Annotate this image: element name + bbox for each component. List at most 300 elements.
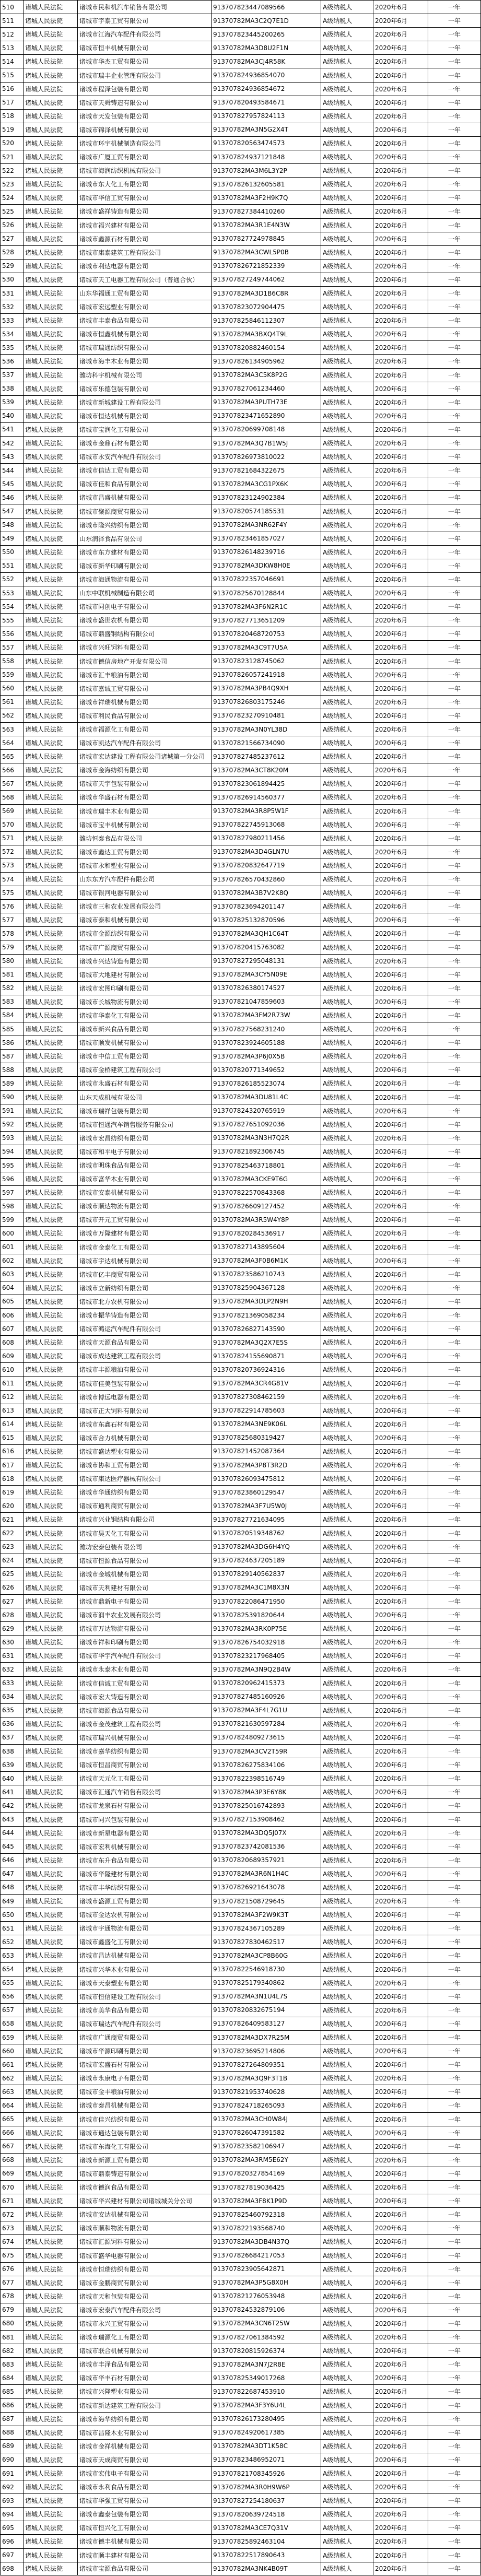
unit-cell: 诸城人民法院 <box>24 450 78 463</box>
company-name: 诸城市龙泉石材有限公司 <box>78 1799 212 1812</box>
row-number: 607 <box>0 1322 24 1335</box>
unit-cell: 诸城人民法院 <box>24 2535 78 2548</box>
unit-cell: 诸城人民法院 <box>24 1241 78 1254</box>
table-row <box>0 1022 481 1036</box>
company-name: 诸城市兴达铸造有限公司 <box>78 955 212 968</box>
unit-cell: 诸城人民法院 <box>24 2113 78 2126</box>
table-row <box>0 1867 481 1880</box>
company-name: 诸城市开元工贸有限公司 <box>78 1213 212 1226</box>
unit-cell: 诸城人民法院 <box>24 1309 78 1322</box>
row-number: 647 <box>0 1867 24 1880</box>
table-row <box>0 845 481 858</box>
period-cell: 一年 <box>428 1731 481 1744</box>
period-cell: 一年 <box>428 1391 481 1404</box>
unit-cell: 诸城人民法院 <box>24 1895 78 1908</box>
company-name: 诸城市昌达机械有限公司 <box>78 1949 212 1962</box>
table-row <box>0 2126 481 2139</box>
row-number: 575 <box>0 886 24 899</box>
category-cell: A级纳税人 <box>321 437 373 450</box>
period-cell: 一年 <box>428 1704 481 1717</box>
unit-cell: 诸城人民法院 <box>24 423 78 436</box>
row-number: 663 <box>0 2085 24 2098</box>
unit-cell: 诸城人民法院 <box>24 586 78 599</box>
date-cell: 2020年6月 <box>373 832 428 845</box>
unit-cell: 诸城人民法院 <box>24 327 78 340</box>
table-row <box>0 2098 481 2112</box>
company-name: 诸城市永泰木业有限公司 <box>78 1663 212 1676</box>
row-number: 619 <box>0 1486 24 1499</box>
period-cell: 一年 <box>428 955 481 968</box>
company-name: 诸城市宏达建设工程有限公司诸城第一分公司 <box>78 750 212 763</box>
period-cell: 一年 <box>428 1349 481 1362</box>
row-number: 570 <box>0 818 24 831</box>
credit-code: 91370782MA3PB4Q9XH <box>212 682 321 695</box>
company-name: 诸城市海润纺织机械有限公司 <box>78 164 212 177</box>
table-row <box>0 804 481 818</box>
company-name: 诸城市金鼎石材有限公司 <box>78 437 212 450</box>
credit-code: 913707826134905962 <box>212 355 321 368</box>
unit-cell: 诸城人民法院 <box>24 873 78 886</box>
unit-cell: 诸城人民法院 <box>24 137 78 150</box>
category-cell: A级纳税人 <box>321 150 373 163</box>
table-row <box>0 695 481 709</box>
date-cell: 2020年6月 <box>373 1827 428 1840</box>
company-name: 诸城市立新纺织有限公司 <box>78 1281 212 1295</box>
unit-cell: 诸城人民法院 <box>24 1254 78 1267</box>
period-cell: 一年 <box>428 2331 481 2344</box>
credit-code: 91370782MA3CE7Q31V <box>212 2521 321 2534</box>
row-number: 548 <box>0 519 24 532</box>
row-number: 685 <box>0 2385 24 2398</box>
period-cell: 一年 <box>428 2194 481 2207</box>
company-name: 诸城市华通纺织有限公司 <box>78 1486 212 1499</box>
date-cell: 2020年6月 <box>373 668 428 681</box>
table-row <box>0 1512 481 1526</box>
table-row <box>0 1540 481 1554</box>
category-cell: A级纳税人 <box>321 736 373 749</box>
date-cell: 2020年6月 <box>373 491 428 504</box>
table-row <box>0 926 481 940</box>
row-number: 661 <box>0 2058 24 2071</box>
category-cell: A级纳税人 <box>321 1827 373 1840</box>
company-name: 诸城市永利食品有限公司 <box>78 2480 212 2493</box>
date-cell: 2020年6月 <box>373 2494 428 2507</box>
category-cell: A级纳税人 <box>321 1118 373 1131</box>
company-name: 诸城市新兴食品有限公司 <box>78 1022 212 1036</box>
row-number: 625 <box>0 1568 24 1581</box>
row-number: 601 <box>0 1241 24 1254</box>
credit-code: 91370782MA3R8P5W1F <box>212 805 321 818</box>
unit-cell: 诸城人民法院 <box>24 2140 78 2153</box>
date-cell: 2020年6月 <box>373 1867 428 1880</box>
unit-cell: 诸城人民法院 <box>24 600 78 613</box>
company-name: 诸城市通达包装有限公司 <box>78 2126 212 2139</box>
date-cell: 2020年6月 <box>373 1009 428 1022</box>
row-number: 557 <box>0 641 24 654</box>
row-number: 574 <box>0 873 24 886</box>
date-cell: 2020年6月 <box>373 1745 428 1758</box>
row-number: 539 <box>0 396 24 409</box>
company-name: 诸城市安达机械有限公司 <box>78 2208 212 2221</box>
period-cell: 一年 <box>428 1663 481 1676</box>
credit-code: 913707823217968405 <box>212 1649 321 1662</box>
unit-cell: 诸城人民法院 <box>24 96 78 109</box>
period-cell: 一年 <box>428 1636 481 1649</box>
unit-cell: 诸城人民法院 <box>24 2072 78 2085</box>
date-cell: 2020年6月 <box>373 2099 428 2112</box>
category-cell: A级纳税人 <box>321 2004 373 2017</box>
unit-cell: 诸城人民法院 <box>24 369 78 382</box>
period-cell: 一年 <box>428 2303 481 2316</box>
credit-code: 913707825670128844 <box>212 586 321 599</box>
row-number: 645 <box>0 1840 24 1853</box>
credit-code: 913707822517890643 <box>212 2549 321 2562</box>
unit-cell: 诸城人民法院 <box>24 2508 78 2521</box>
company-name: 诸城市信达工贸有限公司 <box>78 464 212 477</box>
unit-cell: 诸城人民法院 <box>24 1036 78 1049</box>
unit-cell: 诸城人民法院 <box>24 940 78 954</box>
period-cell: 一年 <box>428 287 481 300</box>
period-cell: 一年 <box>428 2140 481 2153</box>
company-name: 诸城市汇通汽车销售有限公司 <box>78 1785 212 1798</box>
category-cell: A级纳税人 <box>321 968 373 981</box>
table-row <box>0 668 481 681</box>
date-cell: 2020年6月 <box>373 382 428 395</box>
period-cell: 一年 <box>428 1718 481 1731</box>
table-row <box>0 913 481 926</box>
row-number: 635 <box>0 1704 24 1717</box>
credit-code: 91370782MA3N3H7Q2R <box>212 1132 321 1145</box>
period-cell: 一年 <box>428 1813 481 1826</box>
table-row <box>0 1676 481 1690</box>
row-number: 590 <box>0 1091 24 1104</box>
unit-cell: 诸城人民法院 <box>24 477 78 490</box>
table-row <box>0 1581 481 1594</box>
period-cell: 一年 <box>428 600 481 613</box>
table-row <box>0 1063 481 1076</box>
credit-code: 91370782MA3P6J0X5B <box>212 1050 321 1063</box>
category-cell: A级纳税人 <box>321 2140 373 2153</box>
category-cell: A级纳税人 <box>321 1595 373 1608</box>
credit-code: 913707827061384592 <box>212 2331 321 2344</box>
category-cell: A级纳税人 <box>321 287 373 300</box>
table-row <box>0 1621 481 1635</box>
credit-code: 913707820519348762 <box>212 1527 321 1540</box>
category-cell: A级纳税人 <box>321 1677 373 1690</box>
date-cell: 2020年6月 <box>373 1281 428 1295</box>
date-cell: 2020年6月 <box>373 2181 428 2194</box>
table-row <box>0 1785 481 1798</box>
company-name: 诸城市北方农机有限公司 <box>78 1295 212 1308</box>
credit-code: 913707827651092036 <box>212 1118 321 1131</box>
unit-cell: 诸城人民法院 <box>24 1827 78 1840</box>
company-name: 诸城市新源工贸有限公司 <box>78 2154 212 2167</box>
date-cell: 2020年6月 <box>373 55 428 68</box>
period-cell: 一年 <box>428 736 481 749</box>
unit-cell: 诸城人民法院 <box>24 1377 78 1390</box>
row-number: 532 <box>0 300 24 313</box>
unit-cell: 诸城人民法院 <box>24 2344 78 2357</box>
table-row <box>0 1036 481 1049</box>
period-cell: 一年 <box>428 1554 481 1567</box>
company-name: 山东天成机械有限公司 <box>78 1091 212 1104</box>
company-name: 诸城市嘉诚工贸有限公司 <box>78 682 212 695</box>
company-name: 诸城市天宇包装有限公司 <box>78 777 212 790</box>
company-name: 诸城市永安汽车配件有限公司 <box>78 450 212 463</box>
category-cell: A级纳税人 <box>321 2290 373 2303</box>
company-name: 诸城市华信工贸有限公司 <box>78 191 212 204</box>
company-name: 诸城市东大化工有限公司 <box>78 178 212 191</box>
date-cell: 2020年6月 <box>373 641 428 654</box>
row-number: 577 <box>0 913 24 926</box>
row-number: 560 <box>0 682 24 695</box>
table-row <box>0 82 481 96</box>
table-row <box>0 1594 481 1608</box>
company-name: 诸城市宏大铸造有限公司 <box>78 1690 212 1703</box>
credit-code: 91370782MA3CH0W84J <box>212 2113 321 2126</box>
category-cell: A级纳税人 <box>321 2331 373 2344</box>
table-row <box>0 1908 481 1921</box>
row-number: 569 <box>0 805 24 818</box>
row-number: 581 <box>0 968 24 981</box>
row-number: 671 <box>0 2194 24 2207</box>
table-row <box>0 1281 481 1295</box>
row-number: 589 <box>0 1077 24 1090</box>
row-number: 565 <box>0 750 24 763</box>
unit-cell: 诸城人民法院 <box>24 641 78 654</box>
row-number: 546 <box>0 491 24 504</box>
category-cell: A级纳税人 <box>321 573 373 586</box>
unit-cell: 诸城人民法院 <box>24 300 78 313</box>
category-cell: A级纳税人 <box>321 1772 373 1785</box>
company-name: 诸城市通利商贸有限公司 <box>78 1499 212 1512</box>
period-cell: 一年 <box>428 2235 481 2248</box>
credit-code: 913707823695214806 <box>212 2044 321 2057</box>
table-row <box>0 2180 481 2194</box>
category-cell: A级纳税人 <box>321 2317 373 2330</box>
date-cell: 2020年6月 <box>373 682 428 695</box>
unit-cell: 诸城人民法院 <box>24 886 78 899</box>
company-name: 诸城市宏盛石材有限公司 <box>78 2058 212 2071</box>
category-cell: A级纳税人 <box>321 1881 373 1894</box>
table-row <box>0 409 481 422</box>
unit-cell: 诸城人民法院 <box>24 1077 78 1090</box>
unit-cell: 诸城人民法院 <box>24 1336 78 1349</box>
credit-code: 91370782MA3PUTH73E <box>212 396 321 409</box>
row-number: 552 <box>0 573 24 586</box>
unit-cell: 诸城人民法院 <box>24 1091 78 1104</box>
company-name: 诸城市明珠食品有限公司 <box>78 1159 212 1172</box>
credit-code: 913707825846112307 <box>212 314 321 327</box>
unit-cell: 诸城人民法院 <box>24 1622 78 1635</box>
credit-code: 913707826570432860 <box>212 873 321 886</box>
company-name: 诸城市恒达机械有限公司 <box>78 409 212 422</box>
company-name: 诸城市东鑫石材有限公司 <box>78 1418 212 1431</box>
credit-code: 913707821276053948 <box>212 2290 321 2303</box>
date-cell: 2020年6月 <box>373 409 428 422</box>
date-cell: 2020年6月 <box>373 2453 428 2466</box>
category-cell: A级纳税人 <box>321 409 373 422</box>
category-cell: A级纳税人 <box>321 1854 373 1867</box>
row-number: 526 <box>0 219 24 232</box>
date-cell: 2020年6月 <box>373 2221 428 2234</box>
date-cell: 2020年6月 <box>373 287 428 300</box>
company-name: 诸城市天舜铸造有限公司 <box>78 96 212 109</box>
company-name: 诸城市祥瑞机械有限公司 <box>78 696 212 709</box>
table-row <box>0 1362 481 1376</box>
credit-code: 913707823860129547 <box>212 1486 321 1499</box>
row-number: 604 <box>0 1281 24 1295</box>
period-cell: 一年 <box>428 532 481 545</box>
row-number: 684 <box>0 2371 24 2384</box>
row-number: 670 <box>0 2181 24 2194</box>
row-number: 551 <box>0 559 24 572</box>
row-number: 681 <box>0 2331 24 2344</box>
table-row <box>0 1226 481 1240</box>
category-cell: A级纳税人 <box>321 504 373 517</box>
row-number: 518 <box>0 110 24 123</box>
date-cell: 2020年6月 <box>373 123 428 136</box>
company-name: 诸城市金桥建筑工程有限公司 <box>78 1063 212 1076</box>
row-number: 563 <box>0 723 24 736</box>
table-row <box>0 1635 481 1649</box>
row-number: 558 <box>0 655 24 668</box>
row-number: 523 <box>0 178 24 191</box>
table-row <box>0 2085 481 2098</box>
unit-cell: 诸城人民法院 <box>24 2276 78 2289</box>
period-cell: 一年 <box>428 627 481 640</box>
unit-cell: 诸城人民法院 <box>24 1431 78 1444</box>
date-cell: 2020年6月 <box>373 995 428 1008</box>
date-cell: 2020年6月 <box>373 369 428 382</box>
company-name: 诸城市鑫源石材有限公司 <box>78 232 212 245</box>
row-number: 673 <box>0 2221 24 2234</box>
row-number: 582 <box>0 982 24 995</box>
unit-cell: 诸城人民法院 <box>24 2317 78 2330</box>
unit-cell: 诸城人民法院 <box>24 2235 78 2248</box>
date-cell: 2020年6月 <box>373 437 428 450</box>
category-cell: A级纳税人 <box>321 546 373 559</box>
date-cell: 2020年6月 <box>373 178 428 191</box>
credit-code: 913707820699708148 <box>212 423 321 436</box>
period-cell: 一年 <box>428 2480 481 2493</box>
table-row <box>0 1376 481 1390</box>
row-number: 511 <box>0 14 24 27</box>
unit-cell: 诸城人民法院 <box>24 955 78 968</box>
date-cell: 2020年6月 <box>373 1295 428 1308</box>
date-cell: 2020年6月 <box>373 600 428 613</box>
period-cell: 一年 <box>428 2453 481 2466</box>
credit-code: 913707822357046691 <box>212 573 321 586</box>
date-cell: 2020年6月 <box>373 1172 428 1185</box>
period-cell: 一年 <box>428 246 481 259</box>
unit-cell: 诸城人民法院 <box>24 2126 78 2139</box>
period-cell: 一年 <box>428 1540 481 1554</box>
unit-cell: 诸城人民法院 <box>24 219 78 232</box>
unit-cell: 诸城人民法院 <box>24 1268 78 1281</box>
company-name: 诸城市福源化工有限公司 <box>78 723 212 736</box>
period-cell: 一年 <box>428 2167 481 2180</box>
credit-code: 913707827061234460 <box>212 382 321 395</box>
date-cell: 2020年6月 <box>373 1458 428 1472</box>
table-row <box>0 1717 481 1731</box>
credit-code: 913707826409583127 <box>212 2017 321 2030</box>
period-cell: 一年 <box>428 314 481 327</box>
credit-code: 91370782MA3CP8B60G <box>212 1949 321 1962</box>
row-number: 698 <box>0 2562 24 2575</box>
company-name: 诸城市鑫泰包装有限公司 <box>78 2508 212 2521</box>
credit-code: 913707827713651209 <box>212 614 321 627</box>
credit-code: 913707827485160926 <box>212 1690 321 1703</box>
credit-code: 91370782MA3N9Q2B4W <box>212 1663 321 1676</box>
category-cell: A级纳税人 <box>321 260 373 273</box>
table-row <box>0 1008 481 1022</box>
company-name: 诸城市德润食品有限公司 <box>78 2181 212 2194</box>
period-cell: 一年 <box>428 709 481 722</box>
credit-code: 913707825349017268 <box>212 2371 321 2384</box>
row-number: 605 <box>0 1295 24 1308</box>
date-cell: 2020年6月 <box>373 1391 428 1404</box>
period-cell: 一年 <box>428 2113 481 2126</box>
credit-code: 913707826609127452 <box>212 1199 321 1213</box>
period-cell: 一年 <box>428 2072 481 2085</box>
date-cell: 2020年6月 <box>373 273 428 286</box>
table-row <box>0 1118 481 1131</box>
date-cell: 2020年6月 <box>373 1622 428 1635</box>
credit-code: 91370782MA3F7U5W0J <box>212 1499 321 1512</box>
row-number: 612 <box>0 1391 24 1404</box>
unit-cell: 诸城人民法院 <box>24 1186 78 1199</box>
period-cell: 一年 <box>428 1091 481 1104</box>
category-cell: A级纳税人 <box>321 1867 373 1880</box>
company-name: 诸城市鼎泰铸造有限公司 <box>78 2167 212 2180</box>
category-cell: A级纳税人 <box>321 927 373 940</box>
row-number: 638 <box>0 1745 24 1758</box>
category-cell: A级纳税人 <box>321 1281 373 1295</box>
table-row <box>0 41 481 54</box>
credit-code: 91370782MA3CG1PX6K <box>212 477 321 490</box>
date-cell: 2020年6月 <box>373 2276 428 2289</box>
category-cell: A级纳税人 <box>321 2044 373 2057</box>
date-cell: 2020年6月 <box>373 1431 428 1444</box>
period-cell: 一年 <box>428 2099 481 2112</box>
category-cell: A级纳税人 <box>321 995 373 1008</box>
category-cell: A级纳税人 <box>321 1704 373 1717</box>
date-cell: 2020年6月 <box>373 900 428 913</box>
unit-cell: 诸城人民法院 <box>24 763 78 777</box>
unit-cell: 诸城人民法院 <box>24 859 78 872</box>
unit-cell: 诸城人民法院 <box>24 1486 78 1499</box>
row-number: 639 <box>0 1758 24 1771</box>
period-cell: 一年 <box>428 1213 481 1226</box>
row-number: 617 <box>0 1458 24 1472</box>
category-cell: A级纳税人 <box>321 2181 373 2194</box>
row-number: 667 <box>0 2140 24 2153</box>
company-name: 诸城市东方建材有限公司 <box>78 546 212 559</box>
category-cell: A级纳税人 <box>321 1022 373 1036</box>
date-cell: 2020年6月 <box>373 791 428 804</box>
table-row <box>0 204 481 218</box>
period-cell: 一年 <box>428 968 481 981</box>
company-name: 诸城市联合机械有限公司 <box>78 2344 212 2357</box>
period-cell: 一年 <box>428 1840 481 1853</box>
period-cell: 一年 <box>428 1145 481 1158</box>
credit-code: 913707826057241918 <box>212 668 321 681</box>
category-cell: A级纳税人 <box>321 2221 373 2234</box>
date-cell: 2020年6月 <box>373 873 428 886</box>
period-cell: 一年 <box>428 1677 481 1690</box>
period-cell: 一年 <box>428 1799 481 1812</box>
